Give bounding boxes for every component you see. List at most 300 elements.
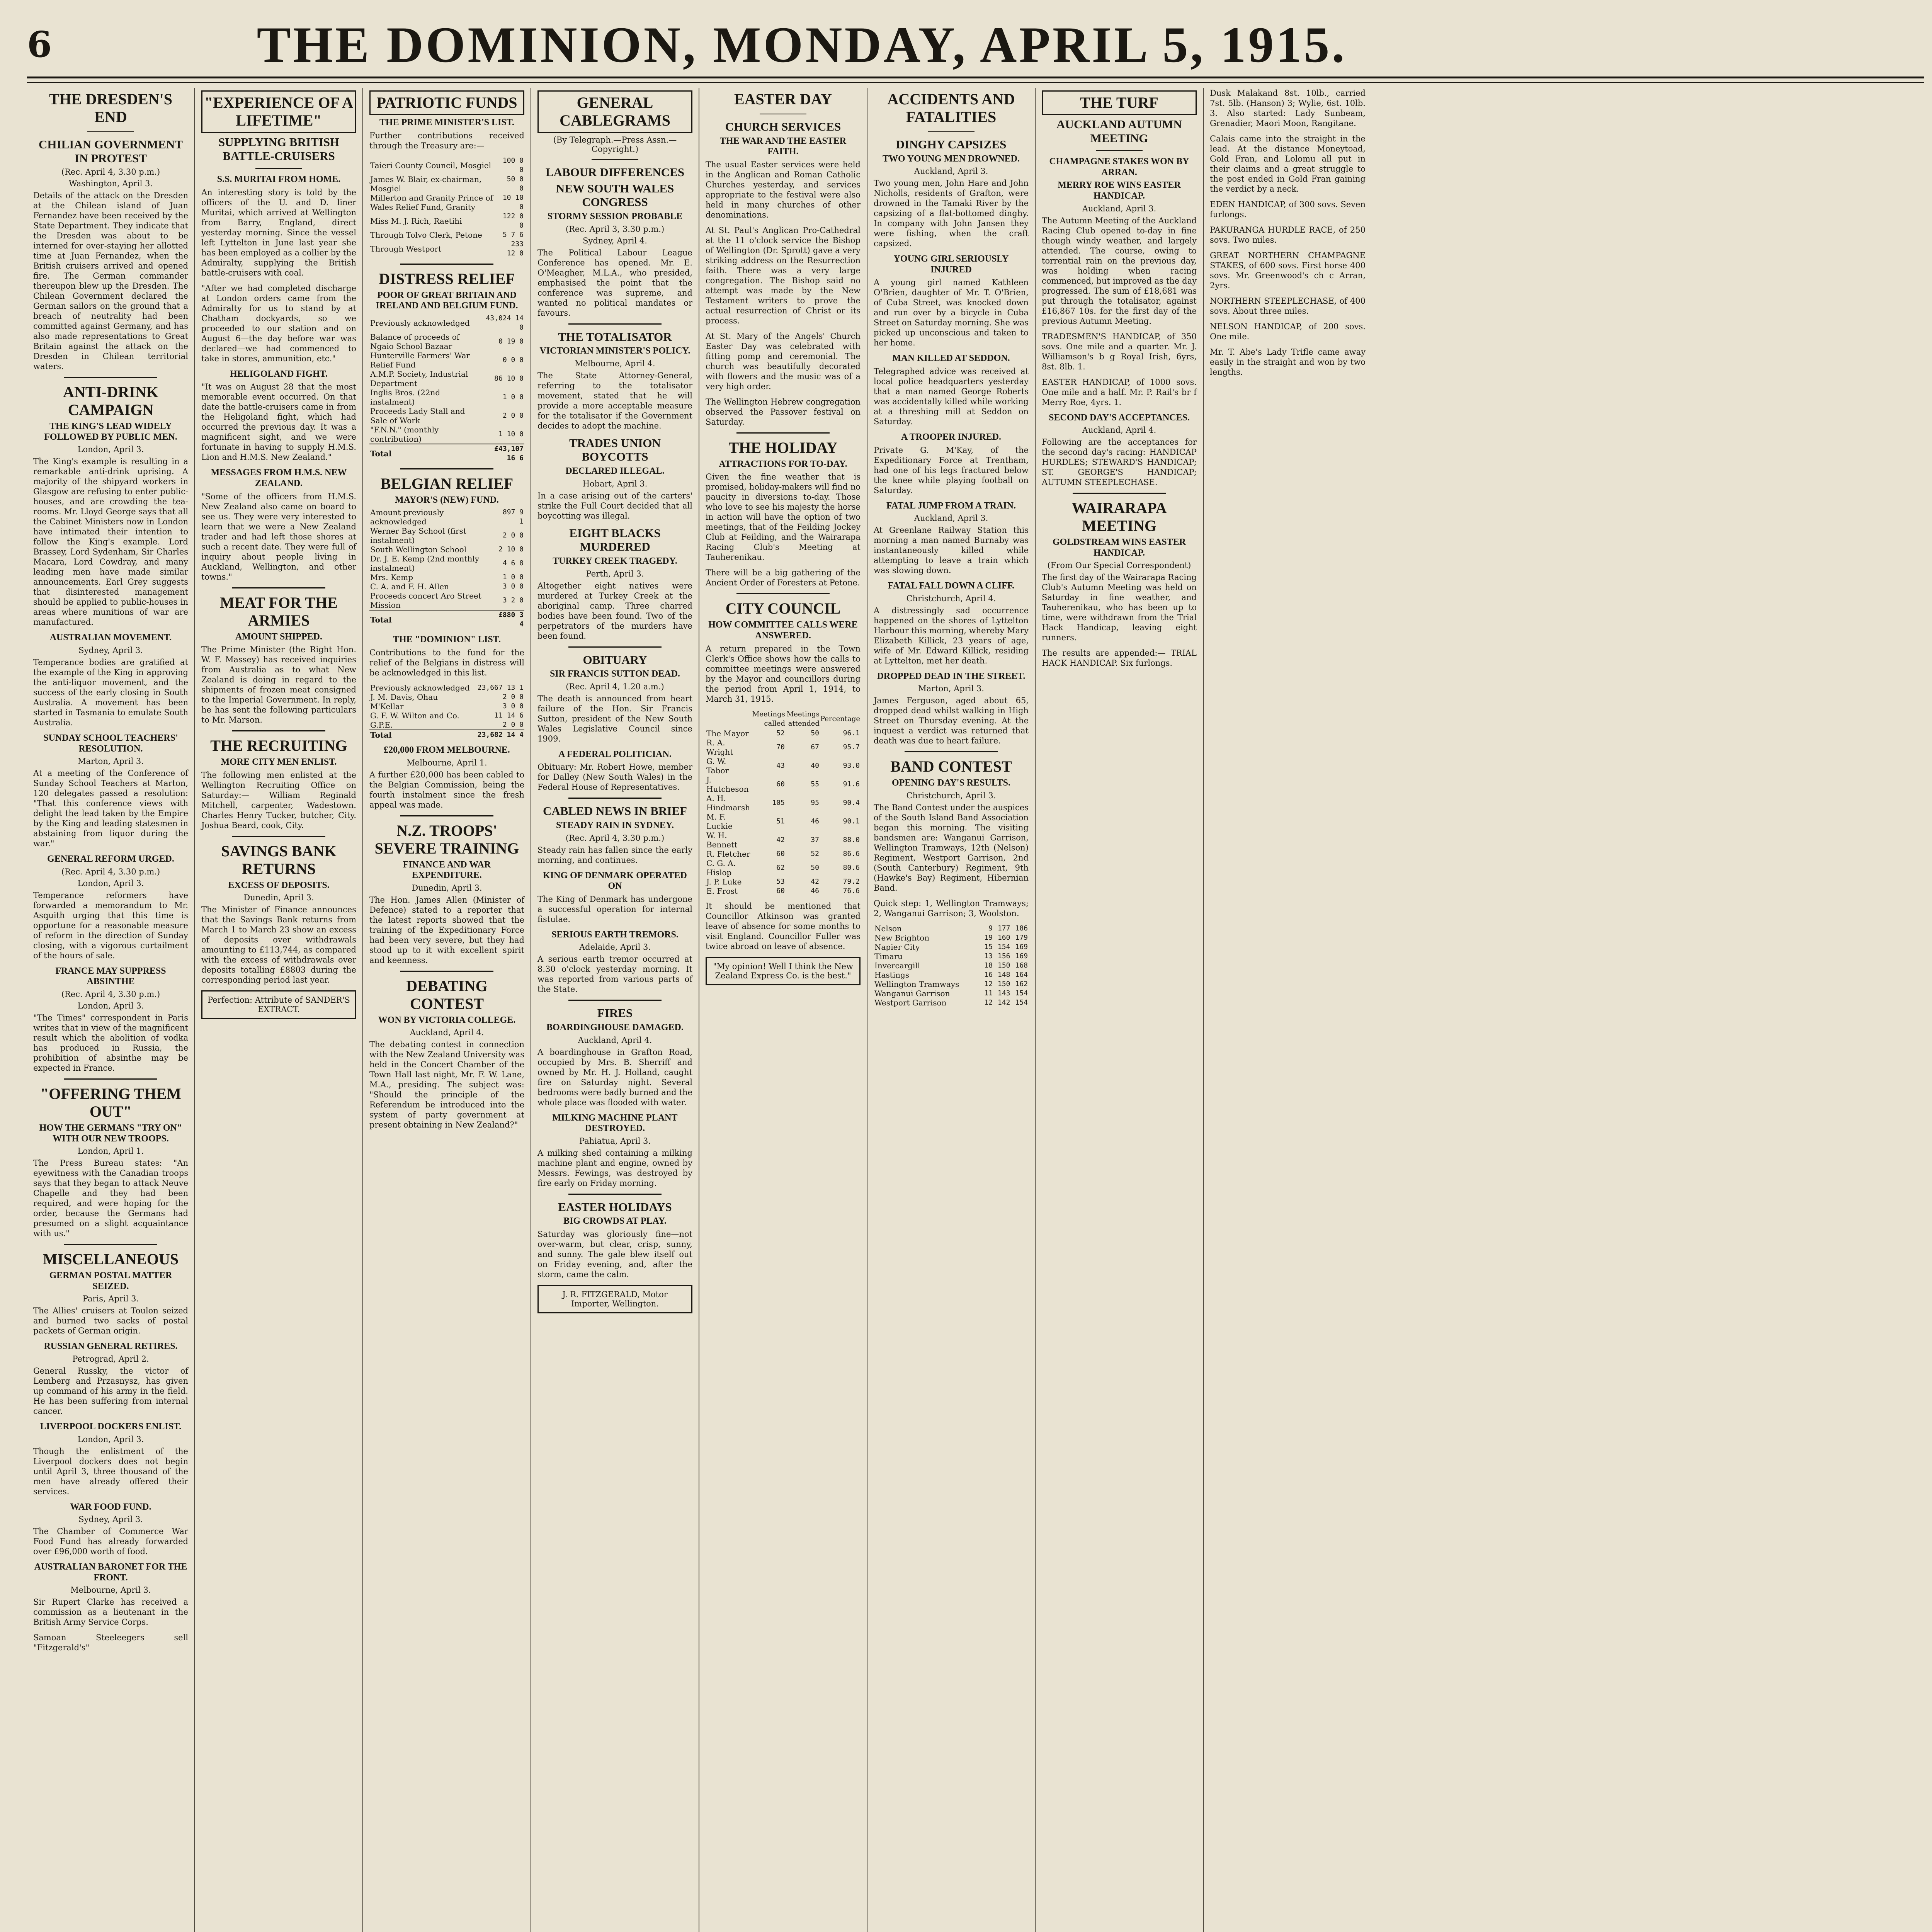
table-header — [706, 709, 751, 729]
subheadline: AUCKLAND AUTUMN MEETING — [1056, 117, 1182, 145]
table-cell: C. G. A. Hislop — [706, 858, 736, 877]
table-cell: 156 — [997, 952, 1010, 960]
table-cell: The Mayor — [706, 728, 749, 738]
column-4 — [531, 88, 699, 1932]
table-cell: 164 — [1015, 970, 1028, 979]
column-5 — [699, 88, 867, 1932]
column-8 — [1204, 88, 1372, 1932]
list-name: G. F. W. Wilton and Co. — [370, 711, 459, 720]
list-row — [369, 351, 524, 369]
list-row — [369, 720, 524, 730]
article-text: Altogether eight natives were murdered at Turkey Creek at the aboriginal camp. Three charred bodies have been found. Two of the perpetrators of the murders have been found. — [537, 581, 692, 641]
subscription-list — [369, 508, 524, 629]
table-cell: R. A. Wright — [706, 738, 733, 757]
article-text: Temperance bodies are gratified at the example of the King in approving the anti-liquor movement, and the success of the early closing in South Australia. A movement has been started in Tasmania to emulate South Australia. — [33, 658, 188, 728]
list-name: Inglis Bros. (22nd instalment) — [370, 388, 440, 406]
table-row — [706, 831, 861, 849]
list-amount: 1 0 0 — [502, 393, 524, 401]
article-text: Telegraphed advice was received at local police headquarters yesterday that a man named George Roberts was accidentally killed while working at a threshing mill at Seddon on Saturday. — [874, 367, 1029, 427]
attendance-table — [706, 709, 861, 896]
article-text: The death is announced from heart failure of the Hon. Sir Francis Sutton, president of the New South Wales Legislative Council since 1909. — [537, 694, 692, 743]
table-cell: 19 — [984, 933, 993, 942]
column-grid — [27, 88, 1924, 1932]
list-name: Proceeds Lady Stall and Sale of Work — [370, 406, 465, 425]
list-amount: £43,107 16 6 — [483, 444, 524, 463]
dateline: Sydney, April 4. — [583, 236, 647, 245]
divider — [568, 323, 662, 325]
table-cell: 46 — [811, 886, 819, 895]
list-row — [369, 425, 524, 444]
subheadline: FATAL JUMP FROM A TRAIN. — [886, 500, 1016, 511]
article-text: A further £20,000 has been cabled to the Belgian Commission, being the fourth instalment since the fresh appeal was made. — [369, 770, 524, 810]
advertisement: J. R. FITZGERALD, Motor Importer, Wellington. — [537, 1285, 692, 1313]
article-text: The Political Labour League Conference has opened. Mr. E. O'Meagher, M.L.A., who presided, emphasised the point that the conference was supreme, and wanted no political mandates or favours. — [537, 248, 692, 318]
list-row — [369, 193, 524, 212]
subheadline: HELIGOLAND FIGHT. — [230, 369, 328, 379]
article-text: At St. Paul's Anglican Pro-Cathedral at the 11 o'clock service the Bishop of Wellington (Dr. Sprott) gave a very striking address on the Resurrection faith. There was a very large congregation. The Bishop said no attempt was made by the New Testament writers to prove the actual resurrection of Christ or its process. — [706, 225, 861, 325]
article-text: The first day of the Wairarapa Racing Club's Autumn Meeting was held on Saturday in fine weather, and Tauherenikau, who has been up to time, were withdrawn from the Trial Hack Handicap, leaving eight runners. — [1042, 573, 1197, 643]
table-cell: 42 — [811, 877, 819, 886]
table-cell: A. H. Hindmarsh — [706, 793, 750, 812]
subheadline: MERRY ROE WINS EASTER HANDICAP. — [1058, 180, 1181, 201]
list-name: "F.N.N." (monthly contribution) — [370, 425, 439, 444]
article-text: Though the enlistment of the Liverpool dockers does not begin until April 3, three thousand of the men have already offered their services. — [33, 1446, 188, 1496]
dateline: Melbourne, April 1. — [406, 758, 487, 767]
table-cell: 60 — [776, 849, 785, 858]
masthead — [27, 15, 1924, 73]
dateline: Auckland, April 3. — [914, 167, 988, 176]
subheadline: TWO YOUNG MEN DROWNED. — [882, 153, 1020, 164]
dateline: Dunedin, April 3. — [243, 893, 314, 903]
subheadline: A TROOPER INJURED. — [901, 432, 1001, 442]
table-cell: W. H. Bennett — [706, 830, 738, 849]
table-cell: 51 — [776, 817, 785, 825]
list-row — [369, 730, 524, 740]
list-name: Millerton and Granity Prince of Wales Relief Fund, Granity — [370, 193, 493, 212]
advertisement: "My opinion! Well I think the New Zealand Express Co. is the best." — [706, 957, 861, 985]
table-cell: Invercargill — [874, 961, 920, 970]
article-text: The King's example is resulting in a remarkable anti-drink uprising. A majority of the shipyard workers in Glasgow are refusing to enter public-houses, and are crowding the tea-rooms. Mr. Lloyd George says that all the Cabinet Ministers now in London have intimated their intention to follow the King's example. Lord Brassey, Lord Sydenham, Sir Charles Macara, Lord Cowdray, and many leading men have made similar announcements. Earl Grey suggests that disinterested management should be applied to public-houses in areas where munitions of war are manufactured. — [33, 457, 188, 627]
subheadline: FATAL FALL DOWN A CLIFF. — [888, 581, 1015, 591]
divider — [905, 751, 998, 752]
masthead-rule — [27, 77, 1924, 83]
subheadline: DINGHY CAPSIZES — [896, 138, 1007, 151]
subheadline: CHURCH SERVICES — [725, 120, 841, 133]
article-text: EDEN HANDICAP, of 300 sovs. Seven furlongs. — [1210, 200, 1366, 219]
list-row — [369, 444, 524, 463]
list-name: Previously acknowledged — [370, 318, 470, 328]
divider — [400, 468, 493, 469]
dateline: Washington, April 3. — [68, 179, 153, 189]
dateline: (From Our Special Correspondent) — [1047, 561, 1191, 570]
divider — [736, 593, 830, 594]
article-text: "It was on August 28 that the most memorable event occurred. On that date the battle-cruisers came in from the Heligoland fight, which had occurred the previous day. It was a magnificent sight, and we were fortunate in having to supply H.M.S. Lion and H.M.S. New Zealand." — [201, 382, 356, 462]
table-cell: 9 — [988, 924, 993, 932]
list-name: Miss M. J. Rich, Raetihi — [370, 216, 462, 226]
subscription-list — [369, 683, 524, 740]
subheadline: BOARDINGHOUSE DAMAGED. — [546, 1022, 684, 1032]
article-text: Obituary: Mr. Robert Howe, member for Dalley (New South Wales) in the Federal House of Representatives. — [537, 762, 692, 792]
subheadline: GERMAN POSTAL MATTER SEIZED. — [49, 1270, 172, 1291]
table-cell: 177 — [997, 924, 1010, 932]
dateline: (Rec. April 4, 3.30 p.m.) — [61, 167, 160, 177]
article-text: The results are appended:— TRIAL HACK HANDICAP. Six furlongs. — [1042, 648, 1197, 668]
list-amount: 1 10 0 — [498, 430, 524, 438]
table-cell: E. Frost — [706, 886, 738, 896]
article-text: Private G. M'Kay, of the Expeditionary Force at Trentham, had one of his legs fractured below the knee while playing football on Saturday. — [874, 445, 1029, 495]
subheadline: DECLARED ILLEGAL. — [565, 466, 665, 476]
table-cell: Wellington Tramways — [874, 979, 959, 989]
table-cell: 179 — [1015, 933, 1028, 942]
article-text: An interesting story is told by the officers of the U. and D. liner Muritai, which arrived at Wellington from Barry, England, direct yesterday morning. Since the vessel left Lyttelton in June last year she has been employed as a collier by the Admiralty, supplying the British battle-cruisers with coal. — [201, 187, 356, 277]
table-cell: 60 — [776, 886, 785, 895]
table-cell: Westport Garrison — [874, 998, 947, 1007]
dateline: London, April 3. — [77, 1001, 144, 1011]
list-amount: 0 0 0 — [502, 355, 524, 364]
dateline: Christchurch, April 4. — [906, 594, 996, 603]
list-name: Through Westport — [370, 244, 442, 253]
column-6 — [867, 88, 1036, 1932]
list-amount: 2 0 0 — [502, 411, 524, 420]
table-cell: 143 — [997, 989, 1010, 997]
list-row — [369, 406, 524, 425]
article-text: James Ferguson, aged about 65, dropped dead whilst walking in High Street on Thursday evening. At the inquest a verdict was returned that death was due to heart failure. — [874, 696, 1029, 746]
headline: THE TURF — [1042, 90, 1197, 115]
column-7 — [1036, 88, 1204, 1932]
article-text: The Prime Minister (the Right Hon. W. F. Massey) has received inquiries from Australia as to what New Zealand is doing in regard to the shipments of frozen meat consigned to the Imperial Government. In reply, he has sent the following particulars to Mr. Marson. — [201, 645, 356, 725]
article-text: The usual Easter services were held in the Anglican and Roman Catholic Churches yesterday, and services appropriate to the festival were also held in many churches of other denominations. — [706, 160, 861, 219]
headline: BELGIAN RELIEF — [380, 474, 514, 492]
dateline: Melbourne, April 3. — [70, 1585, 151, 1595]
list-name: Mrs. Kemp — [370, 573, 413, 582]
subheadline: SIR FRANCIS SUTTON DEAD. — [550, 669, 680, 679]
list-name: James W. Blair, ex-chairman, Mosgiel — [370, 174, 482, 193]
table-cell: 154 — [997, 942, 1010, 951]
table-cell: 42 — [776, 835, 785, 844]
table-cell: Timaru — [874, 951, 903, 961]
subheadline: BIG CROWDS AT PLAY. — [563, 1216, 667, 1226]
article-text: In a case arising out of the carters' strike the Full Court decided that all boycotting was illegal. — [537, 491, 692, 520]
subheadline: MILKING MACHINE PLANT DESTROYED. — [552, 1112, 678, 1134]
list-amount: 23,667 13 1 — [477, 683, 524, 692]
table-cell: 154 — [1015, 998, 1028, 1007]
list-amount: 3 0 0 — [502, 582, 524, 591]
subheadline: SUPPLYING BRITISH BATTLE-CRUISERS — [218, 135, 340, 163]
article-text: The Allies' cruisers at Toulon seized and burned two sacks of postal packets of German origin. — [33, 1306, 188, 1336]
table-cell: 88.0 — [843, 835, 860, 844]
table-cell: 160 — [997, 933, 1010, 942]
table-cell: 53 — [776, 877, 785, 886]
advertisement: Perfection: Attribute of SANDER'S EXTRACT. — [201, 990, 356, 1019]
list-amount: 233 12 0 — [507, 240, 524, 257]
list-amount: 50 0 0 — [507, 175, 524, 192]
table-cell: 62 — [776, 863, 785, 872]
headline: EASTER DAY — [734, 90, 832, 108]
article-text: NORTHERN STEEPLECHASE, of 400 sovs. About three miles. — [1210, 296, 1366, 316]
list-name: Hunterville Farmers' War Relief Fund — [370, 350, 470, 369]
article-text: A serious earth tremor occurred at 8.30 o'clock yesterday morning. It was reported from various parts of the State. — [537, 954, 692, 994]
article-text: The King of Denmark has undergone a successful operation for internal fistulae. — [537, 894, 692, 924]
dateline: Petrograd, April 2. — [72, 1354, 149, 1364]
subheadline: STORMY SESSION PROBABLE — [547, 211, 683, 221]
table-row — [874, 933, 1029, 942]
table-row — [874, 961, 1029, 970]
subheadline: HOW THE GERMANS "TRY ON" WITH OUR NEW TROOPS. — [39, 1123, 182, 1144]
list-amount: 2 0 0 — [502, 692, 524, 701]
dateline: Auckland, April 4. — [1082, 425, 1156, 435]
headline: BAND CONTEST — [890, 758, 1012, 776]
article-text: Sir Rupert Clarke has received a commission as a lieutenant in the British Army Service Corps. — [33, 1597, 188, 1627]
article-text: The Wellington Hebrew congregation observed the Passover festival on Saturday. — [706, 397, 861, 427]
subheadline: THE WAR AND THE EASTER FAITH. — [719, 136, 847, 157]
dateline: (Rec. April 4, 1.20 a.m.) — [566, 682, 664, 691]
subheadline: FINANCE AND WAR EXPENDITURE. — [403, 859, 491, 881]
article-text: At St. Mary of the Angels' Church Easter Day was celebrated with fitting pomp and ceremonial. The church was beautifully decorated with flowers and the music was of a very high order. — [706, 331, 861, 391]
article-text: EASTER HANDICAP, of 1000 sovs. One mile and a half. Mr. P. Rail's br f Merry Roe, 4yrs. 1. — [1042, 377, 1197, 407]
headline: CABLED NEWS IN BRIEF — [543, 804, 687, 818]
list-amount: 1 0 0 — [502, 573, 524, 582]
list-name: A.M.P. Society, Industrial Department — [370, 369, 468, 388]
subheadline: £20,000 FROM MELBOURNE. — [384, 745, 510, 755]
list-name: Total — [369, 730, 475, 740]
dateline: London, April 3. — [77, 445, 144, 454]
headline: TRADES UNION BOYCOTTS — [569, 436, 661, 464]
dateline: Paris, April 3. — [82, 1294, 139, 1304]
table-cell: 142 — [997, 998, 1010, 1007]
article-text: The Chamber of Commerce War Food Fund has already forwarded over £96,000 worth of food. — [33, 1527, 188, 1556]
headline: THE RECRUITING — [210, 737, 347, 755]
table-cell: 40 — [811, 761, 819, 770]
list-amount: 2 0 0 — [502, 531, 524, 540]
subheadline: KING OF DENMARK OPERATED ON — [543, 870, 687, 891]
list-name: Werner Bay School (first instalment) — [370, 526, 466, 545]
table-cell: 148 — [997, 970, 1010, 979]
subheadline: YOUNG GIRL SERIOUSLY INJURED — [893, 254, 1009, 275]
list-name: Amount previously acknowledged — [370, 508, 444, 527]
list-row — [369, 156, 524, 175]
divider — [736, 432, 830, 434]
headline: CITY COUNCIL — [725, 600, 841, 617]
table-cell: 79.2 — [843, 877, 860, 886]
table-cell: 52 — [811, 849, 819, 858]
table-cell: 150 — [997, 961, 1010, 969]
divider — [255, 168, 302, 169]
table-cell: R. Fletcher — [706, 849, 750, 859]
article-text: Mr. T. Abe's Lady Trifle came away easily in the straight and won by two lengths. — [1210, 347, 1366, 377]
list-name: J. M. Davis, Ohau — [370, 692, 438, 702]
table-header: Meetings called — [752, 710, 785, 728]
list-amount: 23,682 14 4 — [475, 730, 524, 740]
dateline: Perth, April 3. — [586, 569, 644, 578]
divider — [1073, 493, 1166, 494]
headline: EIGHT BLACKS MURDERED — [569, 526, 661, 554]
headline: "EXPERIENCE OF A LIFETIME" — [201, 90, 356, 133]
subheadline: SUNDAY SCHOOL TEACHERS' RESOLUTION. — [43, 733, 178, 754]
list-row — [369, 582, 524, 591]
table-row — [874, 942, 1029, 952]
table-row — [874, 924, 1029, 933]
subscription-list — [369, 314, 524, 463]
subheadline: HOW COMMITTEE CALLS WERE ANSWERED. — [708, 620, 858, 641]
list-amount: 86 10 0 — [494, 374, 524, 383]
table-cell: 18 — [984, 961, 993, 969]
table-cell: 86.6 — [843, 849, 860, 858]
article-text: The Press Bureau states: "An eyewitness with the Canadian troops says that they began to attack Neuve Chapelle and they had been required, and were hoping for the order, because the Germans had presumed on a slight acquaintance with us." — [33, 1158, 188, 1238]
divider — [232, 587, 325, 588]
table-cell: 16 — [984, 970, 993, 979]
table-cell: G. W. Tabor — [706, 756, 729, 775]
list-name: Dr. J. E. Kemp (2nd monthly instalment) — [370, 554, 480, 573]
article-text: The State Attorney-General, referring to the totalisator movement, stated that he will provide a more acceptable measure for the totalisator if the Government decides to adopt the machine. — [537, 371, 692, 430]
table-cell: New Brighton — [874, 933, 930, 942]
article-text: The Band Contest under the auspices of the South Island Band Association began this morning. The visiting bandsmen are: Wanganui Garrison, Wellington Tramways, 12th (Nelson) Regiment, Westport Garrison, 2nd (South Canterbury) Regiment, 9th (Hawke's Bay) Regiment, Hibernian Band. — [874, 803, 1029, 893]
page-number: 6 — [27, 24, 52, 65]
list-amount: 100 0 0 — [502, 156, 524, 174]
newspaper-title: THE DOMINION, MONDAY, APRIL 5, 1915. — [257, 16, 1347, 73]
table-cell: 60 — [776, 780, 785, 788]
list-amount: 897 9 1 — [502, 508, 524, 526]
article-text: Calais came into the straight in the lead. At the distance Moneytoad, Gold Fran, and Lolomu all put in their claims and a great struggle to the post ended in Gold Fran gaining the verdict by a neck. — [1210, 134, 1366, 194]
article-text: A boardinghouse in Grafton Road, occupied by Mrs. B. Sherriff and owned by Mr. H. J. Holland, caught fire on Saturday night. Several bedrooms were badly burned and the whole place was flooded with water. — [537, 1047, 692, 1107]
divider — [232, 836, 325, 837]
list-name: C. A. and F. H. Allen — [370, 582, 449, 592]
headline: THE HOLIDAY — [728, 439, 838, 456]
subheadline: FRANCE MAY SUPPRESS ABSINTHE — [55, 966, 166, 987]
article-text: Temperance reformers have forwarded a memorandum to Mr. Asquith urging that this time is opportune for a reasonable measure of reform in the direction of Sunday closing, with a vigorous curtailment of the hours of sale. — [33, 890, 188, 960]
subscription-list — [369, 156, 524, 258]
dateline: Christchurch, April 3. — [906, 791, 996, 800]
subheadline: WAR FOOD FUND. — [70, 1502, 151, 1512]
divider — [400, 971, 493, 972]
divider — [64, 1244, 157, 1245]
column-2 — [195, 88, 363, 1932]
headline: N.Z. TROOPS' SEVERE TRAINING — [374, 821, 519, 857]
dateline: London, April 3. — [77, 878, 144, 888]
table-cell: 55 — [811, 780, 819, 788]
list-amount: 5 7 6 — [502, 230, 524, 239]
dateline: Auckland, April 4. — [410, 1028, 484, 1037]
list-row — [369, 212, 524, 230]
subheadline: MORE CITY MEN ENLIST. — [221, 757, 337, 767]
subheadline: A FEDERAL POLITICIAN. — [558, 749, 672, 759]
headline: OBITUARY — [583, 653, 647, 667]
list-row — [369, 573, 524, 582]
table-cell: 90.4 — [843, 798, 860, 807]
list-row — [369, 683, 524, 692]
table-cell: 70 — [776, 743, 785, 751]
list-row — [369, 702, 524, 711]
list-amount: 10 10 0 — [502, 193, 524, 211]
divider — [400, 815, 493, 816]
list-amount: 122 0 0 — [502, 212, 524, 230]
subheadline: SECOND DAY'S ACCEPTANCES. — [1049, 412, 1190, 423]
table-cell: 169 — [1015, 952, 1028, 960]
table-cell: 11 — [984, 989, 993, 997]
list-row — [369, 526, 524, 545]
dateline: Auckland, April 3. — [1082, 204, 1156, 213]
subheadline: S.S. MURITAI FROM HOME. — [217, 174, 341, 185]
headline: MEAT FOR THE ARMIES — [220, 594, 338, 629]
list-row — [369, 554, 524, 573]
list-row — [369, 610, 524, 629]
dateline: Sydney, April 3. — [78, 646, 143, 655]
dateline: London, April 1. — [77, 1146, 144, 1156]
subheadline: POOR OF GREAT BRITAIN AND IRELAND AND BELGIUM FUND. — [376, 290, 518, 311]
dateline: Sydney, April 3. — [78, 1515, 143, 1524]
subheadline: AMOUNT SHIPPED. — [235, 631, 322, 642]
list-row — [369, 332, 524, 351]
list-name: South Wellington School — [370, 545, 467, 554]
dateline: Dunedin, April 3. — [412, 883, 482, 893]
list-row — [369, 175, 524, 193]
divider — [568, 1000, 662, 1001]
table-row — [874, 998, 1029, 1007]
headline: DISTRESS RELIEF — [379, 270, 515, 287]
list-name: Proceeds concert Aro Street Mission — [370, 591, 481, 610]
table-cell: Wanganui Garrison — [874, 988, 950, 998]
headline: ACCIDENTS AND FATALITIES — [887, 90, 1015, 126]
subheadline: SERIOUS EARTH TREMORS. — [551, 929, 679, 940]
table-row — [706, 757, 861, 775]
table-cell: 95.7 — [843, 743, 860, 751]
article-text: GREAT NORTHERN CHAMPAGNE STAKES, of 600 sovs. First horse 400 sovs. Mr. Greenwood's ch c Arran, 2yrs. — [1210, 251, 1366, 290]
table-cell: 169 — [1015, 942, 1028, 951]
table-cell: M. F. Luckie — [706, 812, 733, 831]
article-text: A distressingly sad occurrence happened on the shores of Lyttelton Harbour this morning, whereby Mary Elizabeth Killick, 23 years of age, wife of Mr. Edward Killick, residing at Lyttelton, met her death. — [874, 605, 1029, 665]
table-cell: 67 — [811, 743, 819, 751]
list-amount: 43,024 14 0 — [486, 314, 524, 332]
headline: WAIRARAPA MEETING — [1071, 499, 1167, 535]
article-text: "The Times" correspondent in Paris writes that in view of the magnificent result which the abolition of vodka has produced in Russia, the prohibition of absinthe may be expected in France. — [33, 1013, 188, 1073]
table-cell: 37 — [811, 835, 819, 844]
subheadline: THE PRIME MINISTER'S LIST. — [379, 117, 514, 128]
list-amount: 3 0 0 — [502, 702, 524, 710]
article-text: There will be a big gathering of the Ancient Order of Foresters at Petone. — [706, 568, 861, 588]
article-text: The following men enlisted at the Wellington Recruiting Office on Saturday:— William Reginald Mitchell, carpenter, Wadestown. Charles Henry Tucker, butcher, City. Joshua Beard, cook, City. — [201, 770, 356, 830]
list-amount: 3 2 0 — [502, 596, 524, 605]
divider — [928, 131, 974, 132]
table-row — [706, 794, 861, 812]
headline: DEBATING CONTEST — [406, 977, 488, 1012]
table-cell: 13 — [984, 952, 993, 960]
list-name: M'Kellar — [370, 701, 404, 711]
divider — [400, 264, 493, 265]
subheadline: LIVERPOOL DOCKERS ENLIST. — [40, 1422, 182, 1432]
headline: THE TOTALISATOR — [558, 330, 672, 344]
dateline: Adelaide, April 3. — [579, 942, 651, 952]
divider — [232, 730, 325, 731]
dateline: Marton, April 3. — [78, 757, 144, 766]
table-cell: Napier City — [874, 942, 920, 952]
table-cell: 186 — [1015, 924, 1028, 932]
table-row — [874, 989, 1029, 998]
subheadline: AUSTRALIAN MOVEMENT. — [49, 633, 172, 643]
table-cell: J. P. Luke — [706, 877, 742, 886]
article-text: A young girl named Kathleen O'Brien, daughter of Mr. T. O'Brien, of Cuba Street, was knocked down and run over by a bicycle in Cuba Street on Saturday morning. She was picked up unconscious and taken to her home. — [874, 278, 1029, 348]
divider — [592, 159, 638, 160]
subheadline: CHAMPAGNE STAKES WON BY ARRAN. — [1049, 156, 1189, 177]
subheadline: MESSAGES FROM H.M.S. NEW ZEALAND. — [211, 468, 347, 489]
list-name: Taieri County Council, Mosgiel — [370, 160, 492, 170]
table-cell: 80.6 — [843, 863, 860, 872]
table-cell: 76.6 — [843, 886, 860, 895]
article-text: Further contributions received through the Treasury are:— — [369, 131, 524, 150]
table-cell: J. Hutcheson — [706, 775, 749, 794]
table-cell: 150 — [997, 980, 1010, 988]
list-amount: 4 6 8 — [502, 559, 524, 568]
table-row — [874, 952, 1029, 961]
article-text: A return prepared in the Town Clerk's Office shows how the calls to committee meetings were answered by the Mayor and councillors during the period from April 1, 1914, to March 31, 1915. — [706, 644, 861, 704]
